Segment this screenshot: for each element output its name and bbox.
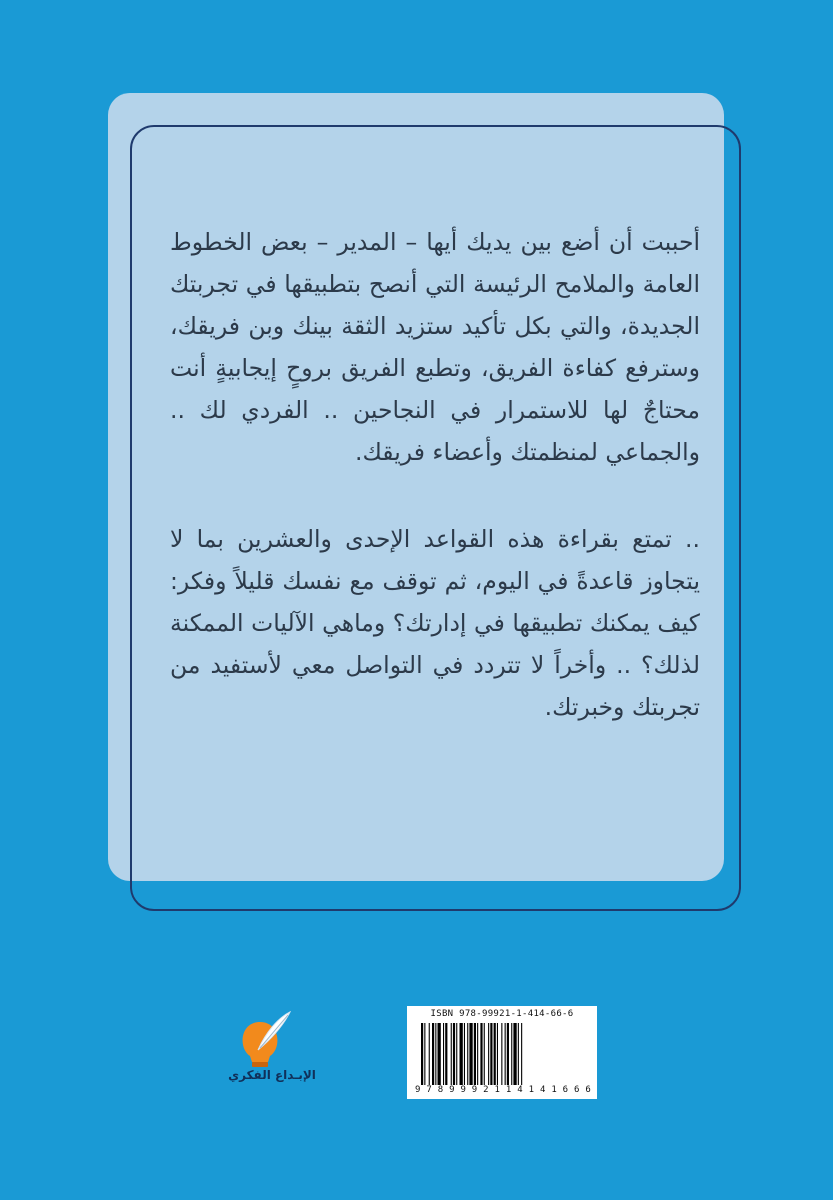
barcode-bar [456,1023,457,1085]
barcode-bar [432,1023,434,1085]
lightbulb-feather-icon [208,1010,336,1070]
barcode-bar [435,1023,436,1085]
barcode-bars [421,1023,583,1085]
barcode-bar [460,1023,463,1085]
barcode-digit: 6 [585,1085,591,1095]
barcode-digit: 4 [517,1085,523,1095]
paragraph-2-text: .. تمتع بقراءة هذه القواعد الإحدى والعشرين بما لا يتجاوز قاعدةً في اليوم، ثم توقف مع نفسك قليلاً وفكر: كيف يمكنك تطبيقها في إدارتك؟ وماهي الآليات الممكنة لذلك؟ .. وأخراً لا تتردد في التواصل معي لأستفيد من تجربتك وخبرتك. [170,525,700,721]
description-paragraph-1 [170,221,700,473]
barcode-bar [511,1023,512,1085]
barcode-bar [480,1023,482,1085]
publisher-logo [208,1010,336,1095]
description-paragraph-2 [170,518,700,728]
barcode-digits [415,1085,591,1095]
isbn-text: ISBN 978-99921-1-414-66-6 [430,1009,574,1019]
barcode-bar [453,1023,455,1085]
barcode-bar [467,1023,468,1085]
barcode-digit: 1 [551,1085,557,1095]
barcode-digit: 1 [505,1085,512,1095]
barcode-digit: 6 [574,1085,580,1095]
barcode-bar [424,1023,425,1085]
isbn-barcode [407,1006,597,1099]
barcode-digit: 4 [539,1085,546,1095]
barcode-bar [443,1023,444,1085]
barcode-digit: 9 [471,1085,478,1095]
barcode-bar [474,1023,476,1085]
barcode-bar [477,1023,478,1085]
barcode-digit: 1 [494,1085,500,1095]
barcode-bar [421,1023,423,1085]
barcode-bar [505,1023,506,1085]
barcode-digit: 8 [437,1085,444,1095]
barcode-bar [464,1023,465,1085]
barcode-bar [438,1023,441,1085]
barcode-bar [494,1023,496,1085]
barcode-bar [451,1023,452,1085]
barcode-bar [501,1023,502,1085]
barcode-bar [429,1023,430,1085]
barcode-bar [488,1023,489,1085]
barcode-bar [507,1023,509,1085]
barcode-bar [484,1023,485,1085]
publisher-name: الإبـداع الفكري [228,1068,316,1082]
barcode-bar [521,1023,522,1085]
barcode-digit: 9 [460,1085,466,1095]
barcode-digit: 9 [449,1085,455,1095]
barcode-bar [497,1023,498,1085]
barcode-bar [469,1023,472,1085]
barcode-digit: 6 [562,1085,569,1095]
paragraph-1-text: أحببت أن أضع بين يديك أيها – المدير – بعض الخطوط العامة والملامح الرئيسة التي أنصح بتطبيقها في تجربتك الجديدة، والتي بكل تأكيد ستزيد الثقة بينك وبن فريقك، وسترفع كفاءة الفريق، وتطبع الفريق بروحٍ إيجابيةٍ أنت محتاجٌ لها للاستمرار في النجاحين .. الفردي لك .. والجماعي لمنظمتك وأعضاء فريقك. [170,228,700,466]
barcode-digit: 7 [426,1085,432,1095]
barcode-bar [490,1023,492,1085]
barcode-digit: 1 [528,1085,535,1095]
barcode-digit: 2 [483,1085,489,1095]
barcode-bar [445,1023,447,1085]
barcode-digit: 9 [415,1085,421,1095]
barcode-bar [518,1023,519,1085]
barcode-bar [513,1023,516,1085]
